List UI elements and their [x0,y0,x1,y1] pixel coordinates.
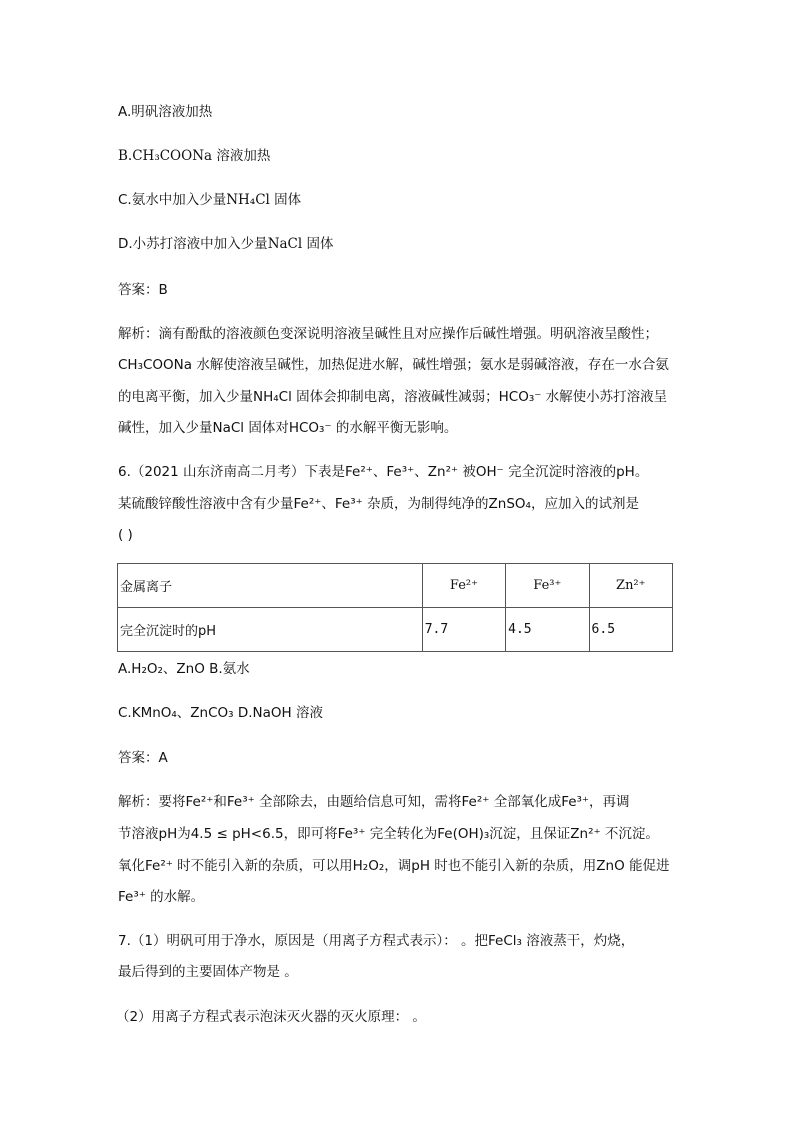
q5-option-d-formula: NaCl [267,236,303,252]
q7-line-1: 7.（1）明矾可用于净水，原因是（用离子方程式表示）： 。把FeCl₃ 溶液蒸干，灼烧， [118,933,635,949]
q5-option-c [118,190,301,210]
q5-option-b-text: 溶液加热 [212,148,271,164]
ph-table-header-fe3: Fe³⁺ [506,564,589,608]
ph-table-header-row [118,564,673,608]
q6-options-cd: C.KMnO₄、ZnCO₃ D.NaOH 溶液 [118,705,323,721]
q5-option-c-post: 固体 [269,192,302,208]
q6-stem-line-1: 6.（2021 山东济南高二月考）下表是Fe²⁺、Fe³⁺、Zn²⁺ 被OH⁻ 完全沉淀时溶液的pH。 [118,464,649,480]
q6-answer: 答案：A [118,750,168,766]
ph-table-header-ion: 金属离子 [118,564,423,608]
q5-option-c-pre: C.氨水中加入少量 [118,192,227,208]
ph-table-row-label: 完全沉淀时的pH [118,608,423,652]
q6-explanation-line-3: 氧化Fe²⁺ 时不能引入新的杂质，可以用H₂O₂，调pH 时也不能引入新的杂质，用ZnO 能促进 [118,858,670,874]
q5-explanation-line-2: CH₃COONa 水解使溶液呈碱性，加热促进水解，碱性增强；氨水是弱碱溶液，存在一水合氨 [118,357,669,373]
q5-explanation-line-1: 解析：滴有酚酞的溶液颜色变深说明溶液呈碱性且对应操作后碱性增强。明矾溶液呈酸性； [118,326,658,342]
q5-option-c-formula: NH₄Cl [226,192,270,208]
q7-line-2: 最后得到的主要固体产物是 。 [118,964,298,980]
ph-table [117,563,673,652]
q5-option-b [118,146,270,166]
q6-explanation-line-4: Fe³⁺ 的水解。 [118,889,205,905]
q5-answer: 答案：B [118,282,168,298]
q5-option-d [118,234,334,254]
q5-option-d-pre: D.小苏打溶液中加入少量 [118,236,268,252]
q7-line-3: （2）用离子方程式表示泡沫灭火器的灭火原理： 。 [116,1009,426,1025]
q5-option-d-post: 固体 [302,236,334,252]
ph-table-header-fe2: Fe²⁺ [422,564,505,608]
q5-explanation-line-3: 的电离平衡，加入少量NH₄Cl 固体会抑制电离，溶液碱性减弱；HCO₃⁻ 水解使小苏打溶液呈 [118,389,668,405]
q6-options-ab: A.H₂O₂、ZnO B.氨水 [118,661,250,677]
q6-stem-line-3: ( ) [118,527,133,543]
q6-explanation-line-1: 解析：要将Fe²⁺和Fe³⁺ 全部除去，由题给信息可知，需将Fe²⁺ 全部氧化成Fe³⁺，再调 [118,794,630,810]
q5-option-b-formula: B.CH₃COONa [118,148,213,164]
ph-table-cell-fe3: 4.5 [506,608,589,652]
q5-explanation-line-4: 碱性，加入少量NaCl 固体对HCO₃⁻ 的水解平衡无影响。 [118,420,458,436]
q6-explanation-line-2: 节溶液pH为4.5 ≤ pH<6.5，即可将Fe³⁺ 完全转化为Fe(OH)₃沉淀，且保证Zn²⁺ 不沉淀。 [118,826,659,842]
q5-option-a: A.明矾溶液加热 [118,104,213,120]
ph-table-cell-zn2: 6.5 [589,608,672,652]
q6-stem-line-2: 某硫酸锌酸性溶液中含有少量Fe²⁺、Fe³⁺ 杂质，为制得纯净的ZnSO₄，应加入的试剂是 [118,496,639,512]
ph-table-row [118,608,673,652]
ph-table-header-zn2: Zn²⁺ [589,564,672,608]
ph-table-cell-fe2: 7.7 [422,608,505,652]
